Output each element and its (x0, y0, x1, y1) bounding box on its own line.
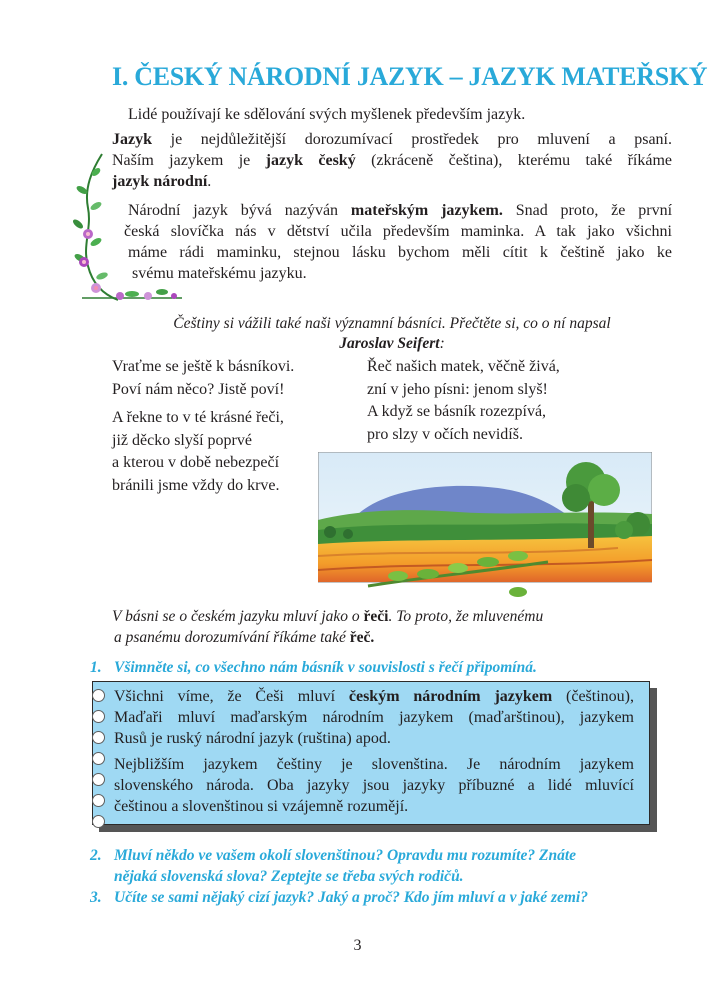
term-ceskym-narodnim-jazykem: českým národním jazykem (348, 688, 553, 705)
text-span: Národní jazyk bývá nazýván (128, 202, 351, 219)
term-reci: řeči (363, 608, 389, 625)
text-span: Všichni víme, že Češi mluví (114, 688, 349, 705)
intro-paragraph-2 (112, 129, 672, 192)
text-line: slovenského národa. Oba jazyky jsou jazyky příbuzné a lidé mluvící (114, 777, 634, 794)
text-span: . (207, 173, 212, 190)
text-span: a psanému dorozumívání říkáme také (114, 629, 350, 646)
question-1 (90, 657, 675, 678)
text-line: svému mateřskému jazyku. (132, 265, 307, 282)
bullet-icon (92, 752, 105, 765)
text-span: (češtinou), (552, 688, 634, 705)
caption-text: Češtiny si vážili také naši významní básníci. Přečtěte si, co o ní napsal (173, 315, 611, 332)
text-line: česká slovíčka nás v dětství učila především maminka. A tak jako všichni (124, 223, 672, 240)
question-number: 1. (90, 659, 102, 676)
intro-paragraph-3 (112, 200, 672, 284)
landscape-illustration (318, 452, 652, 602)
question-text: Učíte se sami nějaký cizí jazyk? Jaký a proč? Kdo jím mluví a v jaké zemi? (114, 889, 588, 906)
text-span: (zkráceně čeština), kterému také říkáme (355, 152, 673, 169)
bullet-icon (92, 773, 105, 786)
poem-line: A řekne to v té krásné řeči, (112, 409, 284, 426)
poem-author: Jaroslav Seifert (339, 335, 440, 352)
text-span: V básni se o českém jazyku mluví jako o (112, 608, 364, 625)
term-jazyk-narodni: jazyk národní (112, 173, 208, 190)
question-number: 3. (90, 889, 102, 906)
page-number: 3 (353, 937, 362, 954)
text-line: máme rádi maminku, stejnou lásku bychom měli cítit k češtině jako ke (128, 244, 672, 261)
bullet-icon (92, 794, 105, 807)
text-span: . To proto, že mluvenému (388, 608, 544, 625)
bullet-icon (92, 710, 105, 723)
poem-line: zní v jeho písni: jenom slyš! (367, 380, 548, 398)
text-line: Nejbližším jazykem češtiny je slovenština. Je národním jazykem (114, 756, 634, 773)
poem-caption: Češtiny si vážili také naši významní básníci. Přečtěte si, co o ní napsal Jaroslav Seifert: (112, 314, 672, 354)
poem-line: pro slzy v očích nevidíš. (367, 425, 523, 443)
question-text: Všimněte si, co všechno nám básník v souvislosti s řečí připomíná. (114, 659, 537, 676)
poem-line: již děcko slyší poprvé (112, 431, 252, 449)
poem-note (112, 606, 672, 648)
chapter-title: I. ČESKÝ NÁRODNÍ JAZYK – JAZYK MATEŘSKÝ (112, 62, 708, 91)
poem-line: A když se básník rozezpívá, (367, 403, 547, 420)
poem-line: Řeč našich matek, věčně živá, (367, 358, 560, 375)
bullet-icon (92, 815, 105, 828)
text-span: Snad proto, že první (502, 202, 673, 219)
info-box-text (114, 686, 634, 817)
poem-left-column (112, 356, 342, 497)
text-line: Maďaři mluví maďarským národním jazykem (maďarštinou), jazykem (114, 709, 634, 726)
question-2 (90, 845, 675, 887)
poem-line: a kterou v době nebezpečí (112, 454, 280, 471)
term-materskym-jazykem: mateřským jazykem. (350, 202, 503, 219)
poem-line: bránili jsme vždy do krve. (112, 476, 280, 494)
poem-right-column (367, 356, 627, 446)
question-3 (90, 887, 675, 908)
term-jazyk: Jazyk (112, 131, 152, 148)
bullet-icon (92, 689, 105, 702)
intro-paragraph-1: Lidé používají ke sdělování svých myšlenek především jazyk. (128, 106, 526, 123)
bullet-icon (92, 731, 105, 744)
text-line: Rusů je ruský národní jazyk (ruština) apod. (114, 730, 391, 747)
term-rec: řeč. (349, 629, 375, 646)
poem-line: Poví nám něco? Jistě poví! (112, 380, 285, 398)
text-span: je nejdůležitější dorozumívací prostředek pro mluvení a psaní. (152, 131, 672, 148)
text-span: Naším jazykem je (112, 152, 266, 169)
text-line: češtinou a slovenštinou si vzájemně rozumějí. (114, 798, 409, 815)
poem-line: Vraťme se ještě k básníkovi. (112, 358, 295, 375)
question-text: nějaká slovenská slova? Zeptejte se třeba svých rodičů. (114, 868, 464, 885)
question-text: Mluví někdo ve vašem okolí slovenštinou? Opravdu mu rozumíte? Znáte (114, 847, 577, 864)
question-number: 2. (90, 847, 102, 864)
term-jazyk-cesky: jazyk český (265, 152, 356, 169)
